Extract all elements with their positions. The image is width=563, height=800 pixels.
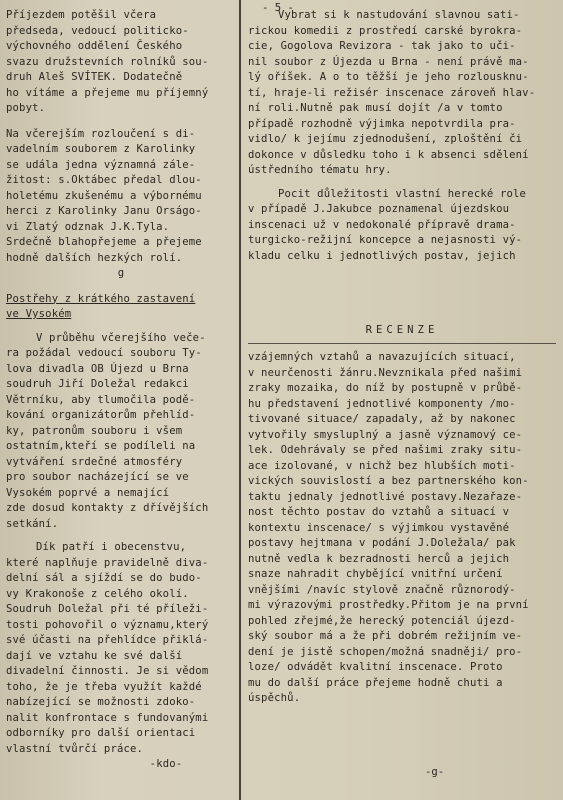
text-line: ský soubor má a že při dobrém režijním ve- (248, 630, 523, 642)
text-line: Vysokém poprvé a nemající (6, 486, 170, 499)
text-line: rickou komedii z prostředí carské byrokra- (248, 24, 523, 37)
text-line: ra požádal vedoucí souboru Ty- (6, 347, 202, 359)
text-line: tivované situace/ zapadaly, až by nakonec (248, 413, 516, 425)
text-line: ostatním,kteří se podíleli na (6, 440, 196, 452)
text-line: svazu družstevních rolníků sou- (6, 55, 209, 68)
text-line: hodně dalších hezkých rolí. (6, 251, 183, 264)
left-column (6, 8, 236, 773)
text-line: Dík patří i obecenstvu, (36, 541, 187, 553)
farewell-sign: g (117, 267, 125, 279)
column-divider (239, 0, 241, 800)
text-line: delní sál a sjíždí se do budo- (6, 572, 202, 584)
right-column (248, 8, 556, 264)
text-line: mu do další práce přejeme hodně chuti a (248, 676, 503, 689)
text-line: Soudruh Doležal při té příleži- (6, 603, 209, 615)
heading-line: Postřehy z krátkého zastavení (6, 292, 196, 305)
text-line: Srdečně blahopřejeme a přejeme (6, 236, 202, 248)
text-line: vadelním souborem z Karolinky (6, 143, 196, 155)
welcome-note (6, 8, 236, 117)
text-line: Na včerejším rozloučení s di- (6, 127, 196, 140)
text-line: snaze nahradit chybějící vnitřní určení (248, 568, 503, 580)
text-line: dení je jistě schopen/možná snadněji/ pro- (248, 645, 523, 658)
text-line: vlastní tvůrčí práce. (6, 742, 144, 755)
text-line: pohled zřejmé,že herecký potenciál újezd- (248, 614, 516, 627)
review-continued (248, 350, 556, 707)
text-line: žitost: s.Oktábec předal dlou- (6, 174, 202, 186)
text-line: pobyt. (6, 102, 46, 114)
text-line: tí, hraje-li režisér inscenace zároveň hlav- (248, 86, 536, 99)
text-line: holetému zkušenému a výbornému (6, 189, 202, 202)
text-line: které naplňuje pravidelně diva- (6, 556, 209, 569)
heading-line: ve Vysokém (6, 308, 72, 320)
text-line: vnějšími /navíc stylově značně různorodý- (248, 583, 516, 596)
text-line: ace izolované, v nichž bez hlubších moti- (248, 459, 516, 472)
article-signature: -kdo- (149, 758, 183, 770)
text-line: lý oříšek. A o to těžší je jeho rozlousknu- (248, 71, 529, 83)
text-line: loze/ odvádět kvalitní inscenace. Proto (248, 661, 503, 673)
text-line: v neurčenosti žánru.Nevznikala před našimi (248, 366, 523, 379)
text-line: druh Aleš SVÍTEK. Dodatečně (6, 71, 183, 83)
text-line: dokonce v důsledku toho i k absenci sdělení (248, 148, 529, 161)
article-body-2 (6, 540, 236, 757)
text-line: v případě J.Jakubce poznamenal újezdskou (248, 203, 510, 215)
text-line: vytvořily smysluplný a jasně významový ce- (248, 428, 523, 441)
text-line: vidlo/ k jejímu zjednodušení, zploštění či (248, 133, 523, 145)
text-line: divadelní činnosti. Je si vědom (6, 665, 209, 677)
text-line: vi Zlatý odznak J.K.Tyla. (6, 220, 170, 233)
text-line: nil soubor z Újezda u Brna - není právě ma- (248, 55, 529, 68)
text-line: hu představení jednotlivé komponenty /mo- (248, 397, 516, 410)
section-title: RECENZE (365, 324, 439, 336)
text-line: V průběhu včerejšího veče- (36, 331, 206, 344)
text-line: pro soubor nacházející se ve (6, 471, 189, 483)
text-line: postavy hejtmana v podání J.Doležala/ pak (248, 537, 516, 549)
text-line: setkání. (6, 517, 59, 530)
page-number: - 5 - (262, 2, 294, 14)
text-line: ky, patronům souboru i všem (6, 424, 183, 437)
text-line: lova divadla OB Újezd u Brna (6, 362, 189, 375)
text-line: kování organizátorům přehlíd- (6, 409, 196, 421)
article-heading (6, 292, 236, 323)
text-line: Pocit důležitosti vlastní herecké role (278, 187, 527, 200)
text-line: vzájemných vztahů a navazujících situací, (248, 351, 516, 363)
text-line: soudruh Jiří Doležal redakci (6, 378, 189, 390)
text-line: zraky mozaika, do níž by postupně v průbě- (248, 382, 523, 394)
text-line: Větrníku, aby tlumočila podě- (6, 393, 196, 406)
text-line: výchovného oddělení Českého (6, 40, 183, 52)
farewell-note (6, 127, 236, 267)
text-line: mi výrazovými prostředky.Přitom je na první (248, 599, 529, 611)
text-line: odborníky pro další orientaci (6, 727, 196, 739)
text-line: kontextu inscenace/ s výjimkou vystavěné (248, 521, 510, 534)
text-line: se udála jedna významná zále- (6, 158, 196, 171)
text-line: vických souvislostí a bez partnerského kon- (248, 475, 529, 487)
text-line: své účasti na přehlídce přiklá- (6, 634, 209, 646)
text-line: inscenaci už v nedokonalé přípravě drama- (248, 218, 516, 231)
text-line: cie, Gogolova Revizora - tak jako to uči- (248, 40, 516, 52)
text-line: ho vítáme a přejeme mu příjemný (6, 86, 209, 99)
text-line: dají ve vztahu ke své další (6, 649, 183, 662)
text-line: nost těchto postav do vztahů a situací v (248, 506, 510, 518)
text-line: zde dosud kontakty z dřívějších (6, 502, 209, 514)
text-line: nutně vedla k bezradnosti herců a jejich (248, 552, 510, 565)
text-line: ústředního tématu hry. (248, 164, 392, 176)
page-sign: -g- (425, 766, 445, 778)
text-line: nabízející se možnosti zdoko- (6, 696, 196, 708)
review-middle (248, 187, 556, 265)
review-intro (248, 8, 556, 179)
text-line: vy Krakonoše z celého okolí. (6, 587, 189, 600)
text-line: turgicko-režijní koncepce a nejasnosti vý- (248, 234, 523, 246)
text-line: Příjezdem potěšil včera (6, 9, 157, 21)
text-line: lek. Odehrávaly se před našimi zraky situ- (248, 444, 523, 456)
text-line: tosti pohovořil o významu,který (6, 618, 209, 631)
text-line: vytváření srdečné atmosféry (6, 455, 183, 468)
text-line: předseda, vedoucí politicko- (6, 24, 189, 37)
text-line: taktu jednaly jednotlivé postavy.Nezařaze- (248, 490, 523, 503)
article-body-1 (6, 331, 236, 533)
text-line: nalit konfrontace s fundovanými (6, 711, 209, 724)
text-line: toho, že je třeba využít každé (6, 680, 202, 693)
text-line: úspěchů. (248, 692, 301, 704)
text-line: Vybrat si k nastudování slavnou sati- (278, 9, 520, 21)
text-line: případě rozhodně výjimka nepotvrdila pra- (248, 117, 516, 130)
section-rule (248, 343, 556, 344)
text-line: ní roli.Nutně pak musí dojít /a v tomto (248, 102, 503, 114)
text-line: kladu celku i jednotlivých postav, jejich (248, 249, 516, 262)
text-line: herci z Karolinky Janu Orságo- (6, 205, 202, 217)
